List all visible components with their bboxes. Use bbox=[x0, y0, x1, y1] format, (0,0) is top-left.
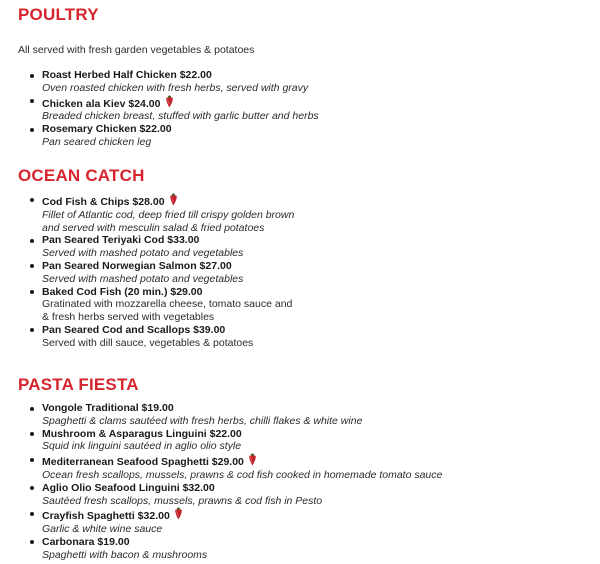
item-name: Crayfish Spaghetti $32.00 bbox=[42, 510, 170, 523]
item-name: Pan Seared Teriyaki Cod $33.00 bbox=[42, 234, 200, 247]
chili-pepper-icon bbox=[169, 193, 178, 206]
item-name: Rosemary Chicken $22.00 bbox=[42, 123, 172, 136]
pasta-fiesta-heading: PASTA FIESTA bbox=[18, 375, 139, 394]
ocean-catch-section bbox=[18, 166, 588, 350]
pasta-fiesta-section bbox=[18, 375, 588, 562]
ocean-catch-heading: OCEAN CATCH bbox=[18, 166, 145, 185]
item-name: Pan Seared Norwegian Salmon $27.00 bbox=[42, 259, 232, 272]
list-item bbox=[18, 234, 588, 260]
chili-pepper-icon bbox=[248, 453, 257, 466]
item-description: Breaded chicken breast, stuffed with garlic butter and herbs bbox=[42, 110, 319, 123]
item-name: Chicken ala Kiev $24.00 bbox=[42, 97, 161, 110]
list-item bbox=[18, 260, 588, 286]
ocean-catch-list bbox=[18, 193, 588, 350]
item-name: Carbonara $19.00 bbox=[42, 535, 130, 548]
list-item bbox=[18, 482, 588, 508]
list-item bbox=[18, 536, 588, 562]
item-description: Spaghetti with bacon & mushrooms bbox=[42, 548, 208, 561]
item-name: Pan Seared Cod and Scallops $39.00 bbox=[42, 323, 226, 336]
item-description: Gratinated with mozzarella cheese, tomato sauce and bbox=[42, 298, 293, 311]
poultry-section bbox=[18, 5, 588, 149]
chili-pepper-icon bbox=[165, 95, 174, 108]
list-item bbox=[18, 123, 588, 149]
item-name: Aglio Olio Seafood Linguini $32.00 bbox=[42, 481, 215, 494]
item-description: Oven roasted chicken with fresh herbs, served with gravy bbox=[42, 81, 309, 94]
list-item bbox=[18, 402, 588, 428]
poultry-list bbox=[18, 69, 588, 149]
item-description: Sautéed fresh scallops, mussels, prawns & cod fish in Pesto bbox=[42, 494, 323, 507]
poultry-intro: All served with fresh garden vegetables & potatoes bbox=[18, 44, 255, 56]
list-item bbox=[18, 69, 588, 95]
item-description: Pan seared chicken leg bbox=[42, 135, 152, 148]
item-name: Mediterranean Seafood Spaghetti $29.00 bbox=[42, 456, 244, 469]
list-item bbox=[18, 453, 588, 482]
list-item bbox=[18, 428, 588, 454]
item-description: Served with mashed potato and vegetables bbox=[42, 247, 244, 260]
item-description: Garlic & white wine sauce bbox=[42, 523, 163, 536]
item-name: Vongole Traditional $19.00 bbox=[42, 402, 174, 414]
list-item bbox=[18, 324, 588, 350]
item-description: Squid ink linguini sautéed in aglio olio style bbox=[42, 440, 242, 453]
item-description: Spaghetti & clams sautéed with fresh herbs, chilli flakes & white wine bbox=[42, 414, 363, 427]
poultry-heading: POULTRY bbox=[18, 5, 99, 24]
chili-pepper-icon bbox=[174, 507, 183, 520]
item-description: Ocean fresh scallops, mussels, prawns & cod fish cooked in homemade tomato sauce bbox=[42, 468, 443, 481]
list-item bbox=[18, 193, 588, 234]
item-description: Fillet of Atlantic cod, deep fried till crispy golden brown bbox=[42, 208, 295, 221]
item-name: Cod Fish & Chips $28.00 bbox=[42, 196, 165, 208]
item-description-line2: and served with mesculin salad & fried potatoes bbox=[42, 221, 265, 234]
item-description: Served with mashed potato and vegetables bbox=[42, 272, 244, 285]
item-name: Mushroom & Asparagus Linguini $22.00 bbox=[42, 427, 242, 440]
item-name: Roast Herbed Half Chicken $22.00 bbox=[42, 69, 212, 81]
item-description-line2: & fresh herbs served with vegetables bbox=[42, 311, 215, 324]
item-description: Served with dill sauce, vegetables & potatoes bbox=[42, 336, 254, 349]
pasta-fiesta-list bbox=[18, 402, 588, 562]
list-item bbox=[18, 507, 588, 536]
list-item bbox=[18, 95, 588, 124]
list-item bbox=[18, 286, 588, 324]
item-name: Baked Cod Fish (20 min.) $29.00 bbox=[42, 285, 203, 298]
